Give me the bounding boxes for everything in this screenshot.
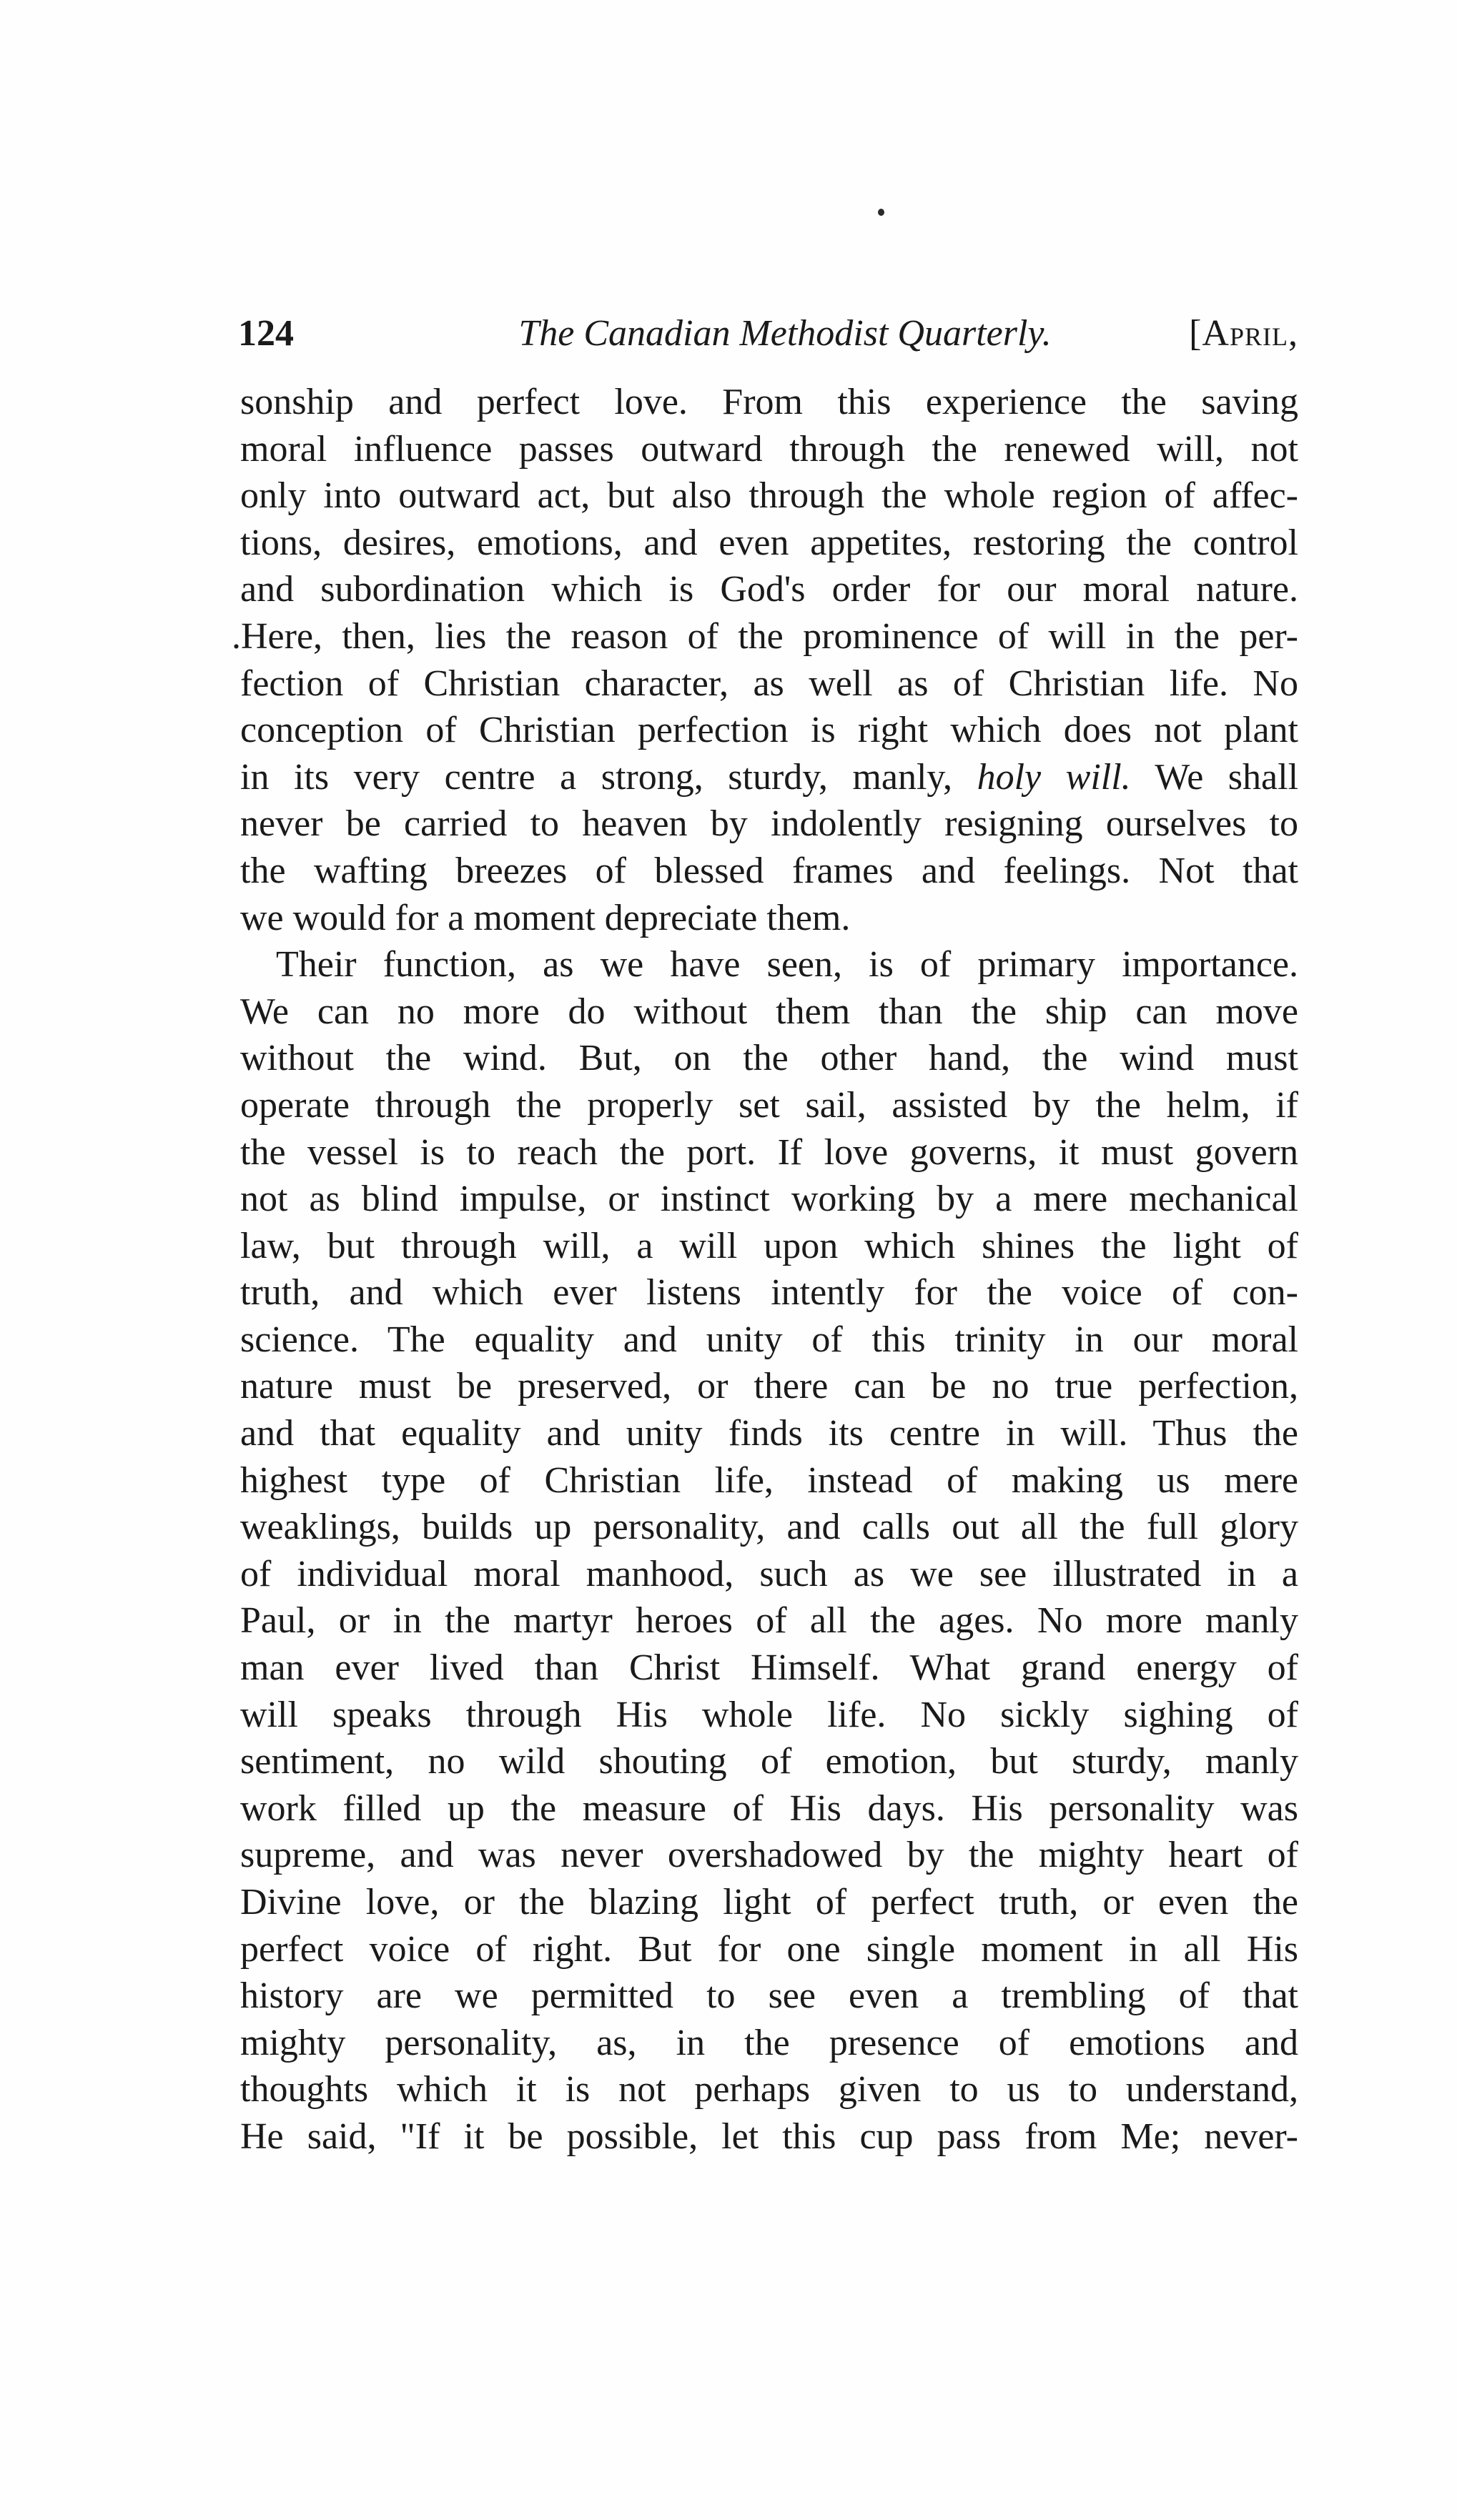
text-line: sentiment, no wild shouting of emotion, but sturdy, manly [240,1741,1298,1782]
emphasis-holy-will: holy will. [977,756,1131,798]
text-line-with-emphasis [240,754,1298,801]
text-line: work filled up the measure of His days. His personality was [240,1787,1298,1829]
text-line: history are we permitted to see even a trembling of that [240,1975,1298,2017]
text-segment: We shall [1155,756,1299,798]
text-line: .Here, then, lies the reason of the prominence of will in the per- [232,615,1298,657]
text-line: highest type of Christian life, instead of making us mere [240,1459,1298,1501]
text-line: will speaks through His whole life. No sickly sighing of [240,1694,1298,1735]
text-line: not as blind impulse, or instinct working by a mere mechanical [240,1179,1298,1220]
text-line: mighty personality, as, in the presence of emotions and [240,2022,1298,2063]
text-line: of individual moral manhood, such as we see illustrated in a [240,1553,1298,1594]
text-line: sonship and perfect love. From this experience the saving [240,382,1298,422]
text-line: science. The equality and unity of this trinity in our moral [240,1319,1298,1360]
text-line: truth, and which ever listens intently for the voice of con- [240,1272,1298,1314]
text-line: Paul, or in the martyr heroes of all the ages. No more manly [240,1600,1298,1642]
text-line: We can no more do without them than the ship can move [240,991,1298,1032]
text-line: never be carried to heaven by indolently resigning ourselves to [240,803,1298,845]
text-line: only into outward act, but also through the whole region of affec- [240,475,1298,517]
print-speck [878,209,884,216]
text-line: Divine love, or the blazing light of perfect truth, or even the [240,1882,1298,1923]
text-line: law, but through will, a will upon which shines the light of [240,1225,1298,1266]
text-line: fection of Christian character, as well as of Christian life. No [240,663,1298,704]
page-number: 124 [238,313,294,354]
text-line: thoughts which it is not perhaps given to us to understand, [240,2069,1298,2110]
text-line: without the wind. But, on the other hand, the wind must [240,1038,1298,1079]
text-line: supreme, and was never overshadowed by the mighty heart of [240,1835,1298,1876]
running-header [238,309,1298,359]
text-line: operate through the properly set sail, assisted by the helm, if [240,1084,1298,1126]
text-line: man ever lived than Christ Himself. What grand energy of [240,1647,1298,1689]
text-line: He said, "If it be possible, let this cup pass from Me; never- [240,2115,1298,2157]
paragraph-first-line: Their function, as we have seen, is of primary importance. [276,944,1298,986]
text-segment: in its very centre a strong, sturdy, manly, [240,756,953,798]
text-line: perfect voice of right. But for one single moment in all His [240,1928,1298,1970]
text-line: and subordination which is God's order for our moral nature. [240,569,1298,610]
running-month: [April, [1189,313,1298,354]
running-title: The Canadian Methodist Quarterly. [518,313,1052,354]
text-line: weaklings, builds up personality, and calls out all the full glory [240,1507,1298,1548]
text-line: the vessel is to reach the port. If love governs, it must govern [240,1131,1298,1173]
text-line: and that equality and unity finds its centre in will. Thus the [240,1413,1298,1454]
text-line: we would for a moment depreciate them. [240,897,851,938]
text-line: the wafting breezes of blessed frames and feelings. Not that [240,850,1298,891]
text-line: nature must be preserved, or there can be no true perfection, [240,1366,1298,1407]
article-body [232,379,1299,2161]
text-line: conception of Christian perfection is right which does not plant [240,710,1298,751]
text-line: tions, desires, emotions, and even appetites, restoring the control [240,522,1298,563]
text-line: moral influence passes outward through the renewed will, not [240,428,1298,470]
